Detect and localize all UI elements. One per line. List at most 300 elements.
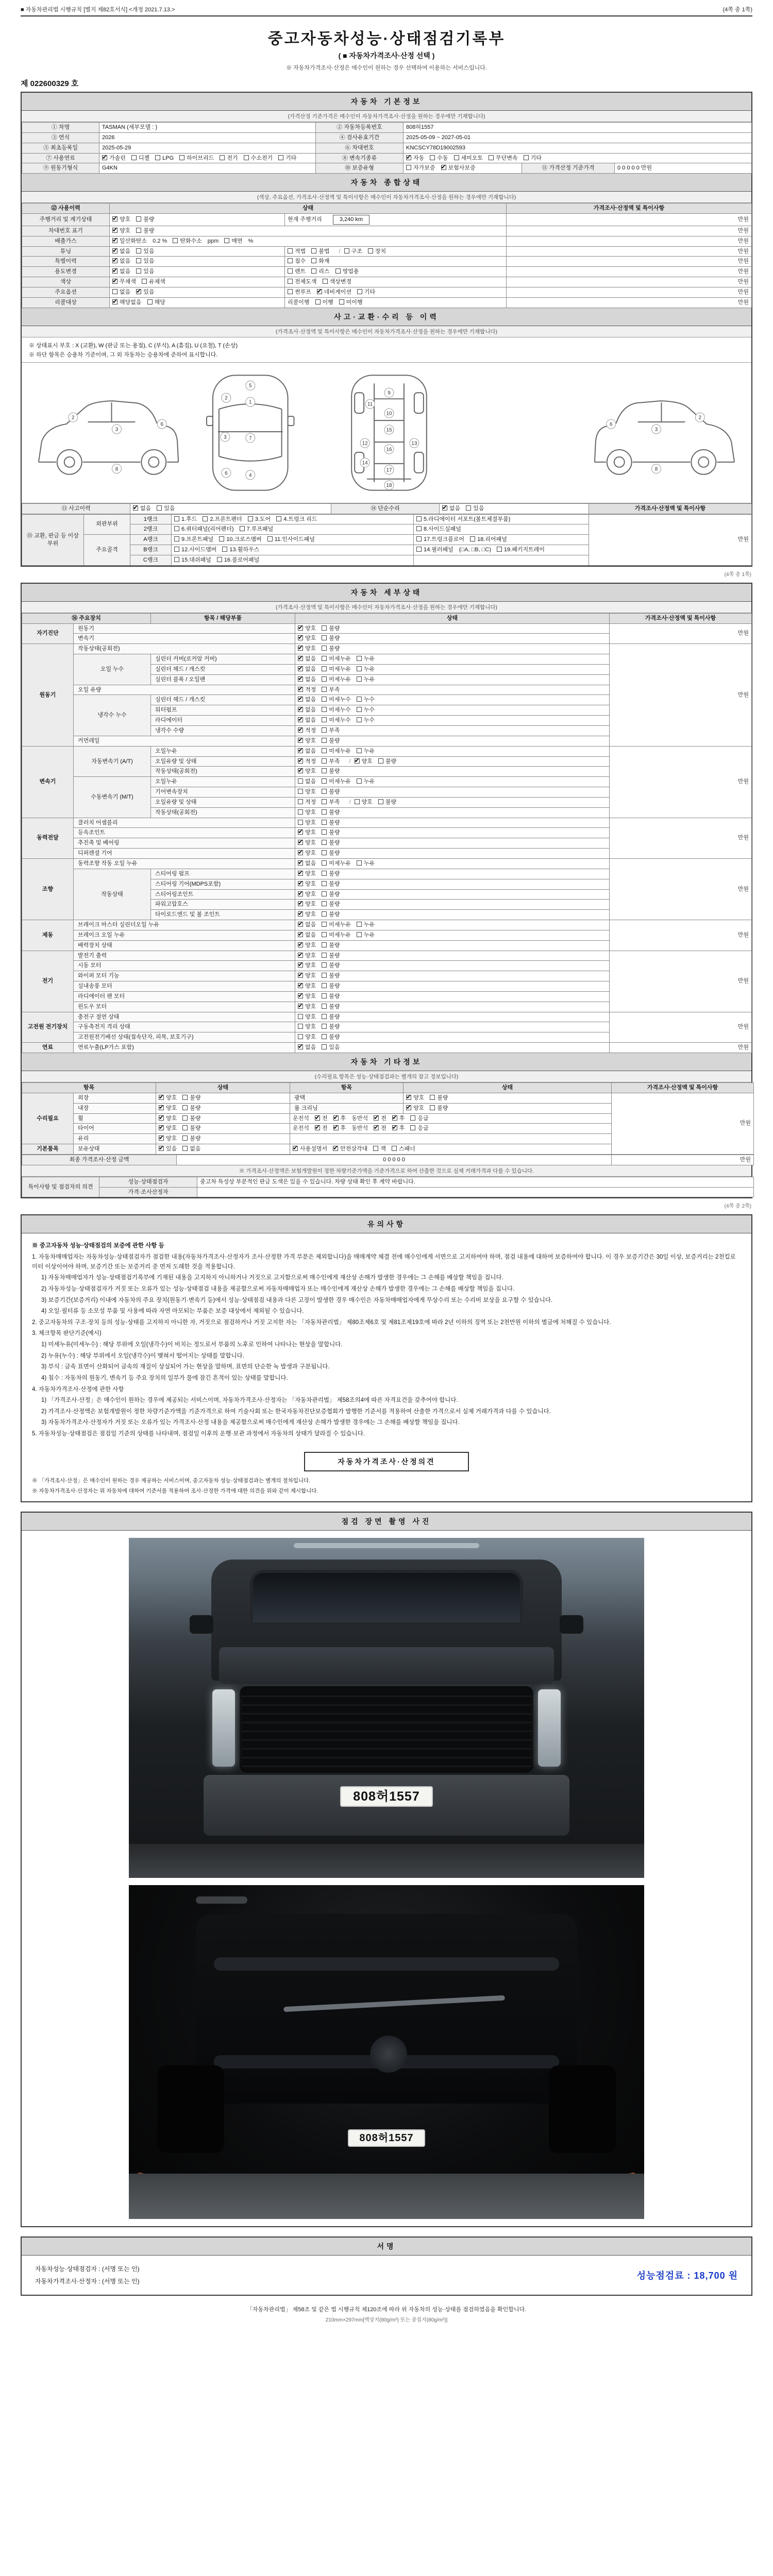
checkbox-checked[interactable] (392, 1125, 397, 1130)
checkbox-checked[interactable] (159, 1125, 164, 1130)
checkbox-checked[interactable] (298, 891, 303, 896)
checkbox-label: 있음 (166, 1146, 177, 1153)
checkbox-checked[interactable] (333, 1146, 338, 1151)
checkbox-option (298, 625, 316, 633)
checkbox-checked[interactable] (298, 707, 303, 712)
checkbox-unchecked[interactable] (182, 1136, 188, 1141)
cell-text: 연료 (42, 1044, 54, 1051)
checkbox-unchecked[interactable] (416, 536, 422, 541)
checkbox-checked[interactable] (298, 860, 303, 866)
checkbox-unchecked[interactable] (322, 799, 327, 804)
cell-text: ⑮ 교환, 판금 등 이상 부위 (27, 532, 79, 547)
checkbox-checked[interactable] (293, 1146, 298, 1151)
checkbox-unchecked[interactable] (182, 1115, 188, 1121)
checkbox-label: 불법 (318, 248, 330, 255)
checkbox-unchecked[interactable] (288, 248, 293, 253)
checkbox-unchecked[interactable] (322, 1004, 327, 1009)
checkbox-option (378, 799, 396, 806)
checkbox-option (159, 1094, 177, 1102)
checkbox-unchecked[interactable] (323, 279, 328, 284)
checkbox-unchecked[interactable] (311, 258, 316, 263)
checkbox-unchecked[interactable] (131, 155, 137, 160)
checkbox-unchecked[interactable] (322, 911, 327, 917)
checkbox-label: 전기 (227, 155, 238, 161)
checkbox-unchecked[interactable] (322, 840, 327, 845)
checkbox-option (174, 536, 213, 544)
field-label (22, 163, 99, 174)
checkbox-checked[interactable] (317, 289, 322, 294)
checkbox-checked[interactable] (112, 299, 117, 304)
checkbox-option (315, 299, 333, 307)
checkbox-checked[interactable] (159, 1136, 164, 1141)
checkbox-label: 응급 (417, 1125, 429, 1132)
checkbox-unchecked[interactable] (174, 526, 179, 531)
checkbox-checked[interactable] (133, 505, 138, 511)
checkbox-checked[interactable] (298, 646, 303, 651)
checkbox-unchecked[interactable] (244, 155, 249, 160)
checkbox-checked[interactable] (298, 676, 303, 682)
checkbox-unchecked[interactable] (322, 656, 327, 661)
checkbox-checked[interactable] (298, 901, 303, 906)
checkbox-option (357, 748, 375, 755)
checkbox-checked[interactable] (333, 1115, 339, 1121)
checkbox-unchecked[interactable] (322, 676, 327, 682)
checkbox-checked[interactable] (112, 279, 117, 284)
checkbox-unchecked[interactable] (322, 625, 327, 631)
checkbox-unchecked[interactable] (136, 248, 141, 253)
checkbox-checked[interactable] (298, 1044, 303, 1049)
checkbox-group (174, 526, 279, 532)
checkbox-unchecked[interactable] (344, 248, 349, 253)
checkbox-label: 불량 (329, 1013, 340, 1020)
checkbox-unchecked[interactable] (288, 258, 293, 263)
checkbox-unchecked[interactable] (288, 268, 293, 274)
cell-text: 가격조사·산정액 및 특이사항 (634, 505, 706, 512)
checkbox-unchecked[interactable] (322, 932, 327, 937)
checkbox-checked[interactable] (112, 258, 117, 263)
checkbox-unchecked[interactable] (276, 516, 281, 521)
checkbox-unchecked[interactable] (288, 289, 293, 294)
checkbox-checked[interactable] (159, 1115, 164, 1121)
checkbox-unchecked[interactable] (147, 299, 153, 304)
checkbox-unchecked[interactable] (335, 268, 341, 274)
checkbox-checked[interactable] (374, 1125, 379, 1130)
field-value (110, 297, 285, 308)
checkbox-unchecked[interactable] (322, 901, 327, 906)
checkbox-option (355, 799, 373, 806)
checkbox-unchecked[interactable] (322, 666, 327, 671)
checkbox-checked[interactable] (298, 932, 303, 937)
checkbox-unchecked[interactable] (466, 505, 471, 511)
cell-text: 파워고압호스 (155, 901, 188, 908)
checkbox-option (322, 686, 340, 694)
checkbox-unchecked[interactable] (357, 932, 362, 937)
checkbox-unchecked[interactable] (357, 289, 362, 294)
checkbox-checked[interactable] (406, 155, 411, 160)
checkbox-unchecked[interactable] (157, 505, 162, 511)
checkbox-checked[interactable] (355, 758, 360, 764)
checkbox-unchecked[interactable] (322, 860, 327, 866)
checkbox-label: LPG (162, 155, 174, 161)
car-damage-diagram (22, 363, 751, 503)
checkbox-unchecked[interactable] (298, 778, 303, 784)
checkbox-option (357, 706, 375, 714)
checkbox-group (288, 216, 369, 223)
cell-text: 항목 (341, 1084, 352, 1091)
checkbox-checked[interactable] (298, 983, 303, 988)
checkbox-unchecked[interactable] (322, 829, 327, 835)
checkbox-checked[interactable] (159, 1146, 164, 1151)
checkbox-checked[interactable] (442, 505, 447, 511)
checkbox-unchecked[interactable] (322, 635, 327, 640)
item-label (74, 981, 295, 992)
checkbox-unchecked[interactable] (155, 155, 160, 160)
checkbox-unchecked[interactable] (357, 717, 362, 722)
checkbox-unchecked[interactable] (298, 1014, 303, 1019)
checkbox-unchecked[interactable] (179, 155, 184, 160)
checkbox-unchecked[interactable] (174, 536, 179, 541)
checkbox-option (322, 635, 340, 642)
checkbox-checked[interactable] (298, 768, 303, 773)
checkbox-unchecked[interactable] (298, 820, 303, 825)
checkbox-option (298, 972, 316, 980)
field-label (316, 153, 404, 163)
checkbox-checked[interactable] (298, 922, 303, 927)
checkbox-unchecked[interactable] (298, 799, 303, 804)
subgroup-label (74, 746, 151, 777)
cell-text: 실린더 커버(로커암 커버) (155, 656, 217, 663)
checkbox-unchecked[interactable] (357, 707, 362, 712)
field-value (285, 277, 507, 287)
checkbox-unchecked[interactable] (357, 656, 362, 661)
checkbox-unchecked[interactable] (322, 707, 327, 712)
checkbox-checked[interactable] (298, 829, 303, 835)
checkbox-option (298, 850, 316, 857)
field-label (316, 163, 404, 174)
field-value (295, 654, 610, 665)
checkbox-checked[interactable] (298, 656, 303, 661)
checkbox-unchecked[interactable] (416, 547, 422, 552)
column-header (507, 204, 752, 214)
checkbox-group (298, 809, 346, 816)
checkbox-group (298, 666, 380, 672)
checkbox-unchecked[interactable] (406, 165, 411, 170)
field-value (295, 807, 610, 818)
checkbox-label: 불량 (329, 880, 340, 887)
checkbox-unchecked[interactable] (248, 516, 253, 521)
cell-text: 가격조사·산정액 및 특이사항 (593, 205, 665, 212)
checkbox-unchecked[interactable] (136, 228, 141, 233)
checkbox-unchecked[interactable] (298, 809, 303, 815)
cell-text: A랭크 (143, 536, 158, 543)
checkbox-unchecked[interactable] (339, 299, 344, 304)
checkbox-unchecked[interactable] (430, 1105, 435, 1110)
checkbox-checked[interactable] (298, 727, 303, 733)
item-label (151, 756, 295, 767)
cell-text: 차대번호 표기 (48, 227, 83, 234)
checkbox-unchecked[interactable] (278, 155, 283, 160)
checkbox-label: 렌트 (295, 268, 306, 275)
checkbox-option (335, 268, 359, 276)
checkbox-unchecked[interactable] (410, 1125, 415, 1130)
checkbox-unchecked[interactable] (322, 973, 327, 978)
checkbox-label: 해당 (154, 299, 165, 306)
checkbox-option (322, 993, 340, 1001)
checkbox-checked[interactable] (298, 625, 303, 631)
checkbox-label: 있음 (473, 505, 484, 512)
checkbox-option (159, 1145, 177, 1153)
checkbox-label: 없음 (120, 268, 131, 275)
checkbox-unchecked[interactable] (322, 983, 327, 988)
checkbox-checked[interactable] (298, 635, 303, 640)
checkbox-unchecked[interactable] (322, 727, 327, 733)
checkbox-unchecked[interactable] (182, 1095, 188, 1100)
checkbox-unchecked[interactable] (322, 850, 327, 855)
checkbox-unchecked[interactable] (182, 1146, 188, 1151)
checkbox-unchecked[interactable] (322, 646, 327, 651)
checkbox-checked[interactable] (298, 911, 303, 917)
checkbox-unchecked[interactable] (357, 697, 362, 702)
checkbox-checked[interactable] (298, 973, 303, 978)
checkbox-label: 적정 (305, 727, 316, 734)
checkbox-unchecked[interactable] (220, 155, 225, 160)
checkbox-unchecked[interactable] (311, 268, 316, 274)
checkbox-unchecked[interactable] (378, 799, 383, 804)
cell-text: 오일누유 (155, 748, 177, 754)
checkbox-unchecked[interactable] (357, 748, 362, 753)
checkbox-unchecked[interactable] (322, 820, 327, 825)
checkbox-unchecked[interactable] (174, 557, 179, 562)
cell-text: 클러치 어셈블리 (78, 819, 118, 826)
checkbox-unchecked[interactable] (368, 248, 373, 253)
checkbox-unchecked[interactable] (224, 238, 229, 243)
cell-text: 브레이크 오일 누유 (78, 931, 125, 938)
cell-text: 라디에이터 팬 모터 (78, 993, 125, 999)
checkbox-checked[interactable] (298, 953, 303, 958)
checkbox-checked[interactable] (298, 942, 303, 947)
checkbox-unchecked[interactable] (322, 1034, 327, 1039)
checkbox-unchecked[interactable] (240, 526, 245, 531)
checkbox-unchecked[interactable] (322, 768, 327, 773)
checkbox-unchecked[interactable] (136, 268, 141, 274)
checkbox-checked[interactable] (298, 993, 303, 998)
checkbox-unchecked[interactable] (322, 881, 327, 886)
checkbox-unchecked[interactable] (203, 516, 208, 521)
checkbox-checked[interactable] (298, 738, 303, 743)
checkbox-checked[interactable] (298, 666, 303, 671)
checkbox-unchecked[interactable] (470, 536, 475, 541)
checkbox-unchecked[interactable] (182, 1105, 188, 1110)
checkbox-label: 세미오토 (461, 155, 483, 161)
checkbox-label: 없음 (190, 1146, 201, 1153)
checkbox-unchecked[interactable] (373, 1146, 378, 1151)
checkbox-checked[interactable] (112, 216, 117, 222)
checkbox-group (298, 850, 346, 856)
field-label (22, 214, 110, 226)
checkbox-option (357, 717, 375, 724)
cell-text: 1랭크 (143, 516, 158, 522)
checkbox-option (220, 155, 238, 162)
checkbox-unchecked[interactable] (322, 993, 327, 998)
checkbox-unchecked[interactable] (298, 1024, 303, 1029)
checkbox-option (182, 1094, 200, 1102)
checkbox-checked[interactable] (136, 289, 141, 294)
checkbox-unchecked[interactable] (322, 809, 327, 815)
checkbox-unchecked[interactable] (355, 799, 360, 804)
cell-text: 자동변속기 (A/T) (91, 758, 133, 765)
checkbox-label: 네비게이션 (324, 289, 352, 295)
checkbox-unchecked[interactable] (410, 1115, 415, 1121)
checkbox-unchecked[interactable] (142, 279, 147, 284)
checkbox-unchecked[interactable] (430, 1095, 435, 1100)
checkbox-group (298, 1024, 346, 1030)
checkbox-unchecked[interactable] (392, 1146, 397, 1151)
checkbox-unchecked[interactable] (322, 1044, 327, 1049)
checkbox-unchecked[interactable] (322, 697, 327, 702)
checkbox-option (416, 536, 464, 544)
checkbox-label: 있음 (143, 248, 155, 255)
checkbox-checked[interactable] (298, 687, 303, 692)
checkbox-unchecked[interactable] (173, 238, 178, 243)
checkbox-unchecked[interactable] (174, 547, 179, 552)
checkbox-unchecked[interactable] (322, 717, 327, 722)
checkbox-unchecked[interactable] (489, 155, 494, 160)
signature-lines (35, 2263, 140, 2287)
checkbox-unchecked[interactable] (222, 547, 227, 552)
checkbox-unchecked[interactable] (298, 1034, 303, 1039)
checkbox-unchecked[interactable] (357, 860, 362, 866)
checkbox-option (142, 278, 165, 286)
item-label (74, 991, 295, 1002)
checkbox-group (298, 911, 346, 918)
notice-line: 4) 오일·필터류 등 소모성 부품 및 사용에 따라 자연 마모되는 부품은 보증 대상에서 제외될 수 있습니다. (41, 1308, 304, 1315)
checkbox-label: 응급 (417, 1115, 429, 1122)
checkbox-checked[interactable] (374, 1115, 379, 1121)
checkbox-unchecked[interactable] (322, 891, 327, 896)
checkbox-checked[interactable] (406, 1095, 411, 1100)
checkbox-option (298, 993, 316, 1001)
checkbox-unchecked[interactable] (322, 942, 327, 947)
checkbox-unchecked[interactable] (357, 778, 362, 784)
checkbox-checked[interactable] (112, 238, 117, 243)
checkbox-unchecked[interactable] (322, 687, 327, 692)
checkbox-unchecked[interactable] (315, 299, 321, 304)
checkbox-option (298, 901, 316, 908)
checkbox-unchecked[interactable] (524, 155, 529, 160)
checkbox-checked[interactable] (315, 1125, 320, 1130)
checkbox-group (298, 676, 380, 683)
checkbox-checked[interactable] (298, 717, 303, 722)
table-row (22, 1177, 754, 1187)
cell-text: 만원 (737, 279, 749, 285)
underbody-mass (196, 1914, 577, 2104)
field-value (295, 1022, 610, 1032)
checkbox-unchecked[interactable] (497, 547, 502, 552)
checkbox-unchecked[interactable] (311, 248, 316, 253)
checkbox-unchecked[interactable] (322, 962, 327, 968)
price-cell (610, 858, 752, 920)
boxed-value: 3,240 km (333, 215, 369, 225)
checkbox-checked[interactable] (392, 1115, 397, 1121)
checkbox-unchecked[interactable] (112, 289, 117, 294)
checkbox-checked[interactable] (298, 871, 303, 876)
checkbox-checked[interactable] (298, 758, 303, 764)
checkbox-option (179, 155, 214, 162)
checkbox-checked[interactable] (298, 1004, 303, 1009)
checkbox-checked[interactable] (333, 1125, 339, 1130)
cell-text: ② 자동차등록번호 (337, 124, 382, 130)
checkbox-checked[interactable] (112, 268, 117, 274)
checkbox-unchecked[interactable] (174, 516, 179, 521)
cell-text: 디퍼렌셜 기어 (78, 850, 112, 857)
checkbox-unchecked[interactable] (322, 1014, 327, 1019)
checkbox-label: 디젤 (138, 155, 150, 161)
checkbox-unchecked[interactable] (217, 557, 222, 562)
checkbox-checked[interactable] (112, 228, 117, 233)
checkbox-unchecked[interactable] (322, 953, 327, 958)
checkbox-unchecked[interactable] (322, 1024, 327, 1029)
checkbox-checked[interactable] (298, 697, 303, 702)
checkbox-unchecked[interactable] (430, 155, 435, 160)
checkbox-unchecked[interactable] (136, 216, 141, 222)
checkbox-unchecked[interactable] (322, 778, 327, 784)
checkbox-checked[interactable] (298, 881, 303, 886)
checkbox-checked[interactable] (298, 840, 303, 845)
checkbox-unchecked[interactable] (378, 758, 383, 764)
price-cell (610, 746, 752, 818)
checkbox-checked[interactable] (102, 155, 107, 160)
checkbox-unchecked[interactable] (357, 676, 362, 682)
checkbox-unchecked[interactable] (416, 526, 422, 531)
checkbox-checked[interactable] (159, 1105, 164, 1110)
notice-line: ※ 「가격조사·산정」은 매수인이 원하는 경우 제공하는 서비스이며, 중고자동차 성능·상태점검과는 별개의 절차입니다. (32, 1477, 311, 1484)
field-label (22, 503, 130, 514)
checkbox-unchecked[interactable] (322, 738, 327, 743)
checkbox-unchecked[interactable] (454, 155, 459, 160)
checkbox-checked[interactable] (315, 1115, 320, 1121)
checkbox-unchecked[interactable] (288, 279, 293, 284)
checkbox-checked[interactable] (298, 748, 303, 753)
checkbox-unchecked[interactable] (357, 666, 362, 671)
cell-text: TASMAN (세부모델 : ) (102, 124, 158, 130)
notice-box (21, 1214, 752, 1502)
checkbox-unchecked[interactable] (136, 258, 141, 263)
checkbox-unchecked[interactable] (322, 758, 327, 764)
checkbox-unchecked[interactable] (267, 536, 273, 541)
checkbox-checked[interactable] (441, 165, 446, 170)
car-outline-svg (22, 366, 751, 500)
checkbox-unchecked[interactable] (322, 789, 327, 794)
checkbox-unchecked[interactable] (322, 922, 327, 927)
notice-line: 1. 자동차매매업자는 자동차성능·상태점검자가 점검한 내용(자동차가격조사·산정자가 조사·산정한 가격 부분은 제외합니다)을 매매계약 체결 전에 매수인에게 서면으로 고지하여야 하며, 점검 내용에 대하여 보증하여야 합니다. 이 경우 보증기간은 30일 이상, 보증거리는 2천킬로미터 이상이어야 하며, 보증기간 또는 보증거리 중 먼저 도래한 것을 적용합니다. (32, 1254, 736, 1270)
checkbox-label: 양호 (120, 216, 131, 223)
item-label (74, 1093, 156, 1103)
checkbox-checked[interactable] (298, 962, 303, 968)
checkbox-unchecked[interactable] (182, 1125, 188, 1130)
checkbox-checked[interactable] (159, 1095, 164, 1100)
checkbox-unchecked[interactable] (322, 748, 327, 753)
checkbox-unchecked[interactable] (416, 516, 422, 521)
checkbox-unchecked[interactable] (357, 922, 362, 927)
checkbox-checked[interactable] (112, 248, 117, 253)
checkbox-checked[interactable] (406, 1105, 411, 1110)
checkbox-unchecked[interactable] (322, 871, 327, 876)
checkbox-checked[interactable] (298, 850, 303, 855)
field-value (404, 143, 752, 153)
checkbox-label: 불량 (329, 646, 340, 652)
checkbox-unchecked[interactable] (219, 536, 224, 541)
checkbox-unchecked[interactable] (298, 789, 303, 794)
